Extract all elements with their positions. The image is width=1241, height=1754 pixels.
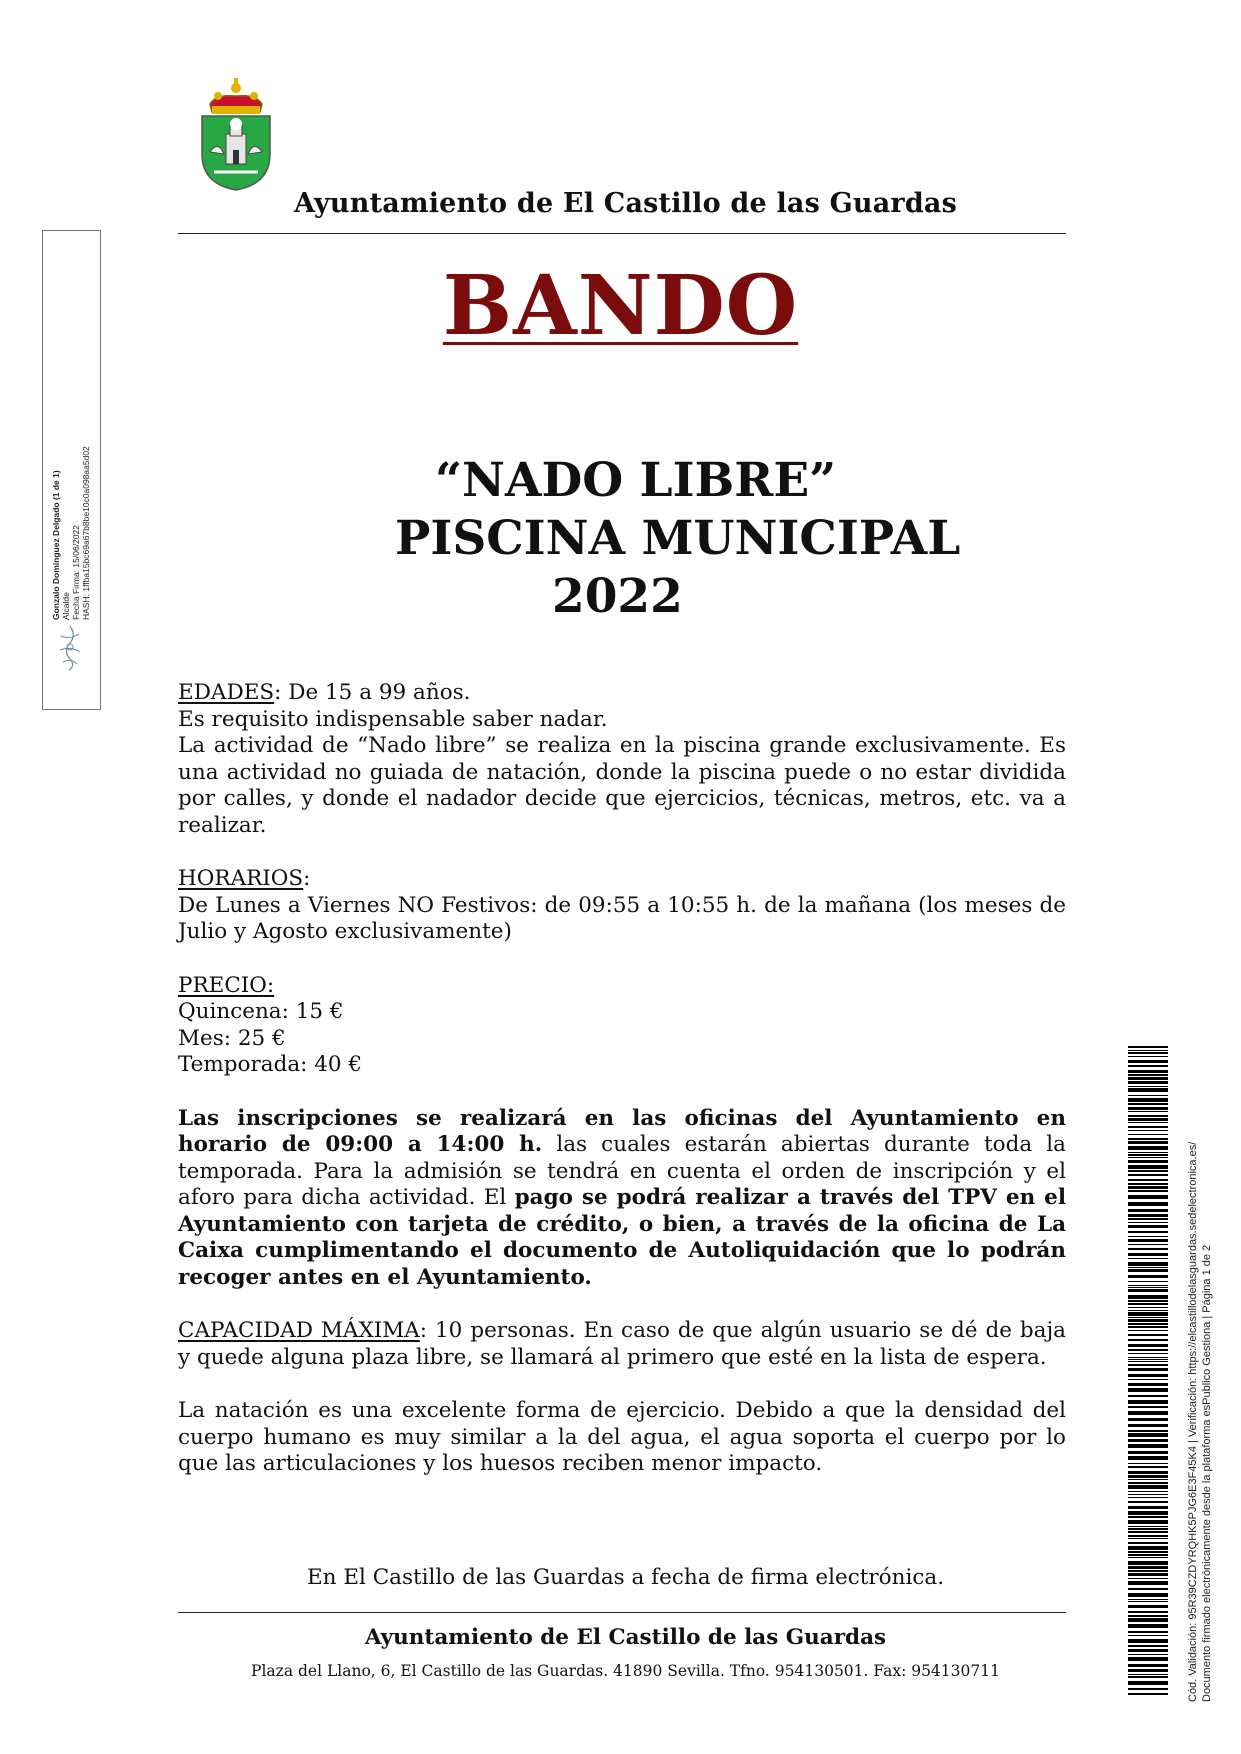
footer-divider [178,1612,1066,1613]
price-item: Mes: 25 € [178,1025,286,1051]
validation-platform: Documento firmado electrónicamente desde la plataforma esPublico Gestiona | Página 1 de 2 [1201,1244,1213,1702]
validation-text [1186,1042,1214,1702]
horarios-text: De Lunes a Viernes NO Festivos: de 09:55 a 10:55 h. de la mañana (los meses de Julio y Agosto exclusivamente) [178,892,1066,944]
activity-description: La actividad de “Nado libre” se realiza en la piscina grande exclusivamente. Es una actividad no guiada de natación, donde la piscina puede o no estar dividida por calles, y donde el nadador decide que ejercicios, técnicas, metros, etc. va a realizar. [178,733,1066,838]
footer-title: Ayuntamiento de El Castillo de las Guardas [364,1625,887,1650]
requirement-text: Es requisito indispensable saber nadar. [178,706,608,732]
inscripciones-paragraph: Las inscripciones se realizará en las oficinas del Ayuntamiento en horario de 09:00 a 14:00 h. las cuales estarán abiertas durante toda la temporada. Para la admisión se tendrá en cuenta el orden de inscripción y el aforo para dicha actividad. El pago se podrá realizar a través del TPV en el Ayuntamiento con tarjeta de crédito, o bien, a través de la oficina de La Caixa cumplimentando el documento de Autoliquidación que lo podrán recoger antes en el Ayuntamiento. [178,1105,1066,1290]
validation-code: Cód. Validación: 95R39CZDYRQHK5PJG6E3F45K4 | Verificación: https://elcastillodelasguardas.sedelectronica.es/ [1187,1141,1199,1702]
signature-hash: HASH: 1ffba15bc69a67b8be10c0a098aa5d02 [81,446,91,620]
price-item: Quincena: 15 € [178,999,344,1024]
benefits-paragraph: La natación es una excelente forma de ejercicio. Debido a que la densidad del cuerpo humano es muy similar a la del agua, el agua soporta el cuerpo por lo que las articulaciones y los huesos reciben menor impacto. [178,1398,1066,1476]
document-body: EDADES: De 15 a 99 años. Es requisito indispensable saber nadar. La actividad de “Nado libre” se realiza en la piscina grande exclusivamente. Es una actividad no guiada de natación, donde la piscina puede o no estar dividida por calles, y donde el nadador decide que ejercicios, técnicas, metros, etc. va a realizar. HORARIOS: De Lunes a Viernes NO Festivos: de 09:55 a 10:55 h. de la mañana (los meses de Julio y Agosto exclusivamente) PRECIO: Quincena: 15 € Mes: 25 € Temporada: 40 € Las inscripciones se realizará en las oficinas del Ayuntamiento en horario de 09:00 a 14:00 h. las cuales estarán abiertas durante toda la temporada. Para la admisión se tendrá en cuenta el orden de inscripción y el aforo para dicha actividad. El pago se podrá realizar a través del TPV en el Ayuntamiento con tarjeta de crédito, o bien, a través de la oficina de La Caixa cumplimentando el documento de Autoliquidación que lo podrán recoger antes en el Ayuntamiento. CAPACIDAD MÁXIMA: 10 personas. En caso de que algún usuario se dé de baja y quede alguna plaza libre, se llamará al primero que esté en la lista de espera. La natación es una excelente forma de ejercicio. Debido a que la densidad del cuerpo humano es muy similar a la del agua, el agua soporta el cuerpo por lo que las articulaciones y los huesos reciben menor impacto. [178,680,1066,1476]
signature-details [51,320,91,620]
signature-emblem-icon [55,622,85,672]
edades-label: EDADES [178,680,275,705]
event-subtitle: PISCINA MUNICIPAL [395,511,961,566]
capacidad-label: CAPACIDAD MÁXIMA [178,1318,420,1343]
price-item: Temporada: 40 € [178,1052,363,1077]
edades-line [178,680,1066,707]
coat-of-arms-icon [196,74,276,192]
footer-address: Plaza del Llano, 6, El Castillo de las Guardas. 41890 Sevilla. Tfno. 954130501. Fax: 954130711 [251,1662,1000,1680]
signer-name: Gonzalo Domínguez Delgado (1 de 1) [51,470,61,620]
closing-line: En El Castillo de las Guardas a fecha de firma electrónica. [306,1565,945,1590]
horarios-label: HORARIOS [178,866,304,891]
capacidad-paragraph: CAPACIDAD MÁXIMA: 10 personas. En caso de que algún usuario se dé de baja y quede alguna plaza libre, se llamará al primero que esté en la lista de espera. [178,1318,1066,1370]
header-divider [178,233,1066,234]
precio-label: PRECIO: [178,972,275,998]
header-title: Ayuntamiento de El Castillo de las Guardas [293,188,957,219]
event-year: 2022 [552,569,683,624]
edades-value: : De 15 a 99 años. [274,680,471,705]
bando-heading: BANDO [442,258,799,354]
signature-date: Fecha Firma: 15/06/2022 [71,525,81,620]
event-title: “NADO LIBRE” [435,453,837,508]
signer-role: Alcalde [61,592,71,620]
barcode-icon [1128,1046,1168,1696]
